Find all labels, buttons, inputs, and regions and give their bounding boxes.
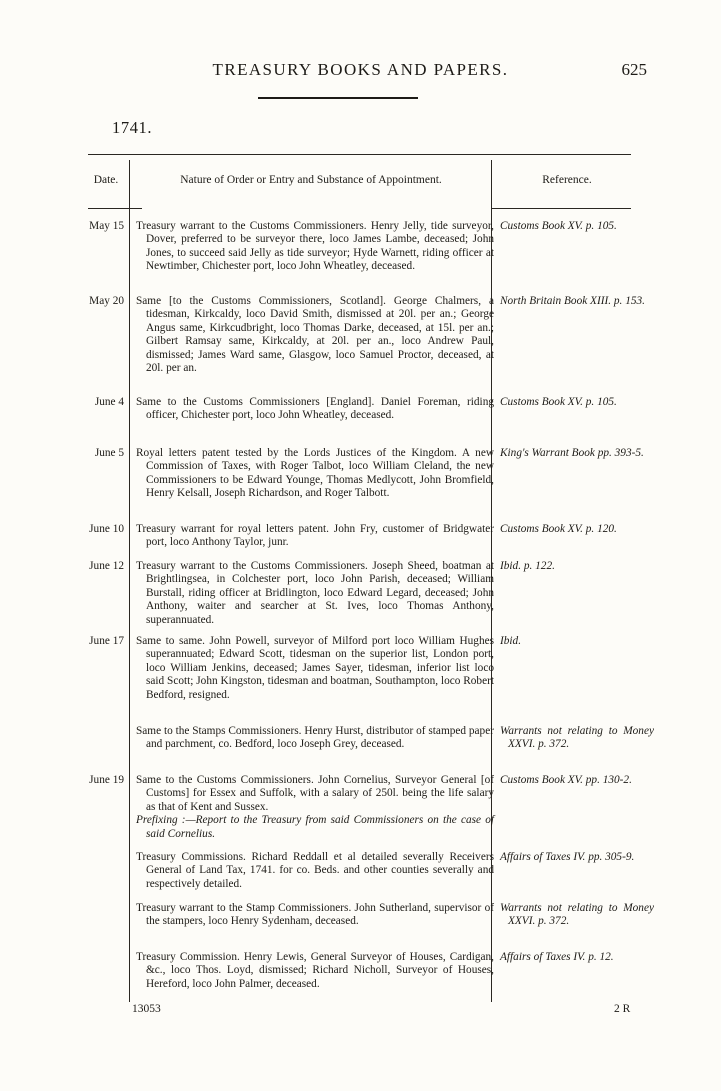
entry-date: June 4 (94, 396, 124, 408)
running-head (0, 60, 721, 84)
entry-prefixing-note: Prefixing :—Report to the Treasury from said Commissioners on the case of said Cornelius. (136, 814, 494, 840)
header-rule (258, 97, 418, 99)
entry-text: Treasury warrant to the Customs Commissioners. Henry Jelly, tide surveyor, Dover, preferred to be surveyor there, loco James Lambe, deceased; John Jones, to succeed said Jelly as tide surveyor; Hyde Warnett, riding officer at Newtimber, Chichester port, loco John Wheatley, deceased. (136, 220, 494, 273)
entry-date: May 15 (89, 220, 124, 232)
entry-reference: Affairs of Taxes IV. pp. 305-9. (500, 851, 635, 863)
entry-date: June 19 (89, 774, 124, 786)
column-header-reference: Reference. (542, 174, 592, 186)
entry-reference: Ibid. p. 122. (500, 560, 555, 572)
entry-reference: Customs Book XV. p. 105. (500, 396, 617, 408)
entry-text: Same to the Customs Commissioners [England]. Daniel Foreman, riding officer, Chichester port, loco John Wheatley, deceased. (136, 396, 494, 422)
header-bottom-rule (88, 208, 142, 209)
table-top-rule (88, 154, 631, 155)
entry-text: Royal letters patent tested by the Lords Justices of the Kingdom. A new Commission of Taxes, with Roger Talbot, loco William Cleland, the new Commissioners to be Edward Younge, Thomas Medlycott, John Bromfield, Henry Kelsall, Joseph Richardson, and Roger Talbott. (136, 447, 494, 500)
entry-text: Same to same. John Powell, surveyor of Milford port loco William Hughes superannuated; Edward Scott, tidesman on the superior list, London port, loco William Jenkins, deceased; James Sayer, tidesman, inferior list loco said Scott; John Kingston, tidesman and boatman, Southampton, loco Robert Bedford, resigned. (136, 635, 494, 701)
entry-main-text: Same to the Customs Commissioners. John Cornelius, Surveyor General [of Customs] for Essex and Suffolk, with a salary of 250l. being the life salary as that of Kent and Sussex. (136, 774, 494, 813)
entry-reference: North Britain Book XIII. p. 153. (500, 295, 645, 307)
entry-reference: King's Warrant Book pp. 393-5. (500, 447, 644, 459)
column-header-date: Date. (93, 174, 119, 186)
entry-date: June 17 (89, 635, 124, 647)
entry-text: Same to the Stamps Commissioners. Henry Hurst, distributor of stamped paper and parchment, co. Bedford, loco Joseph Grey, deceased. (136, 725, 494, 751)
entry-reference: Affairs of Taxes IV. p. 12. (500, 951, 614, 963)
signature-mark: 2 R (614, 1003, 631, 1015)
running-title: TREASURY BOOKS AND PAPERS. (212, 60, 509, 79)
entry-text: Treasury warrant to the Stamp Commissioners. John Sutherland, supervisor of the stampers, loco Henry Sydenham, deceased. (136, 902, 494, 928)
entry-date: May 20 (89, 295, 124, 307)
entry-text: Treasury Commissions. Richard Reddall et al detailed severally Receivers General of Land Tax, 1741. for co. Beds. and other counties severally and respectively detailed. (136, 851, 494, 890)
entry-reference: Customs Book XV. p. 105. (500, 220, 617, 232)
entry-text: Treasury warrant for royal letters patent. John Fry, customer of Bridgwater port, loco Anthony Taylor, junr. (136, 523, 494, 549)
entry-text: Treasury warrant to the Customs Commissioners. Joseph Sheed, boatman at Brightlingsea, in Colchester port, loco John Parish, deceased; William Burstall, riding officer at Bridlington, loco Edward Legard, deceased; John Anthony, waiter and searcher at St. Ives, loco Thomas Anthony, superannuated. (136, 560, 494, 626)
header-bottom-rule (492, 208, 631, 209)
entry-text: Treasury Commission. Henry Lewis, General Surveyor of Houses, Cardigan, &c., loco Thos. Loyd, dismissed; Richard Nicholl, Surveyor of Houses, Hereford, loco John Palmer, deceased. (136, 951, 494, 990)
date-column-rule (129, 160, 130, 1002)
entry-text (136, 774, 494, 841)
year-heading: 1741. (112, 118, 153, 137)
entry-text: Same [to the Customs Commissioners, Scotland]. George Chalmers, a tidesman, Kirkcaldy, loco David Smith, dismissed at 20l. per an.; George Angus same, Kirkcudbright, loco Thomas Darke, deceased, at 15l. per an.; Gilbert Ramsay same, Kirkcaldy, at 20l. per an., loco Andrew Paul, dismissed; James Ward same, Glasgow, loco Samuel Proctor, deceased, at 20l. per an. (136, 295, 494, 375)
signature-number: 13053 (132, 1003, 161, 1015)
column-header-nature: Nature of Order or Entry and Substance of Appointment. (180, 174, 442, 186)
entry-reference: Ibid. (500, 635, 522, 647)
entry-date: June 12 (89, 560, 124, 572)
entry-reference: Customs Book XV. p. 120. (500, 523, 617, 535)
entry-reference: Warrants not relating to Money XXVI. p. 372. (500, 725, 654, 751)
page-number: 625 (621, 60, 647, 79)
entry-date: June 5 (94, 447, 124, 459)
entry-date: June 10 (89, 523, 124, 535)
entry-reference: Warrants not relating to Money XXVI. p. 372. (500, 902, 654, 928)
entry-reference: Customs Book XV. pp. 130-2. (500, 774, 632, 786)
